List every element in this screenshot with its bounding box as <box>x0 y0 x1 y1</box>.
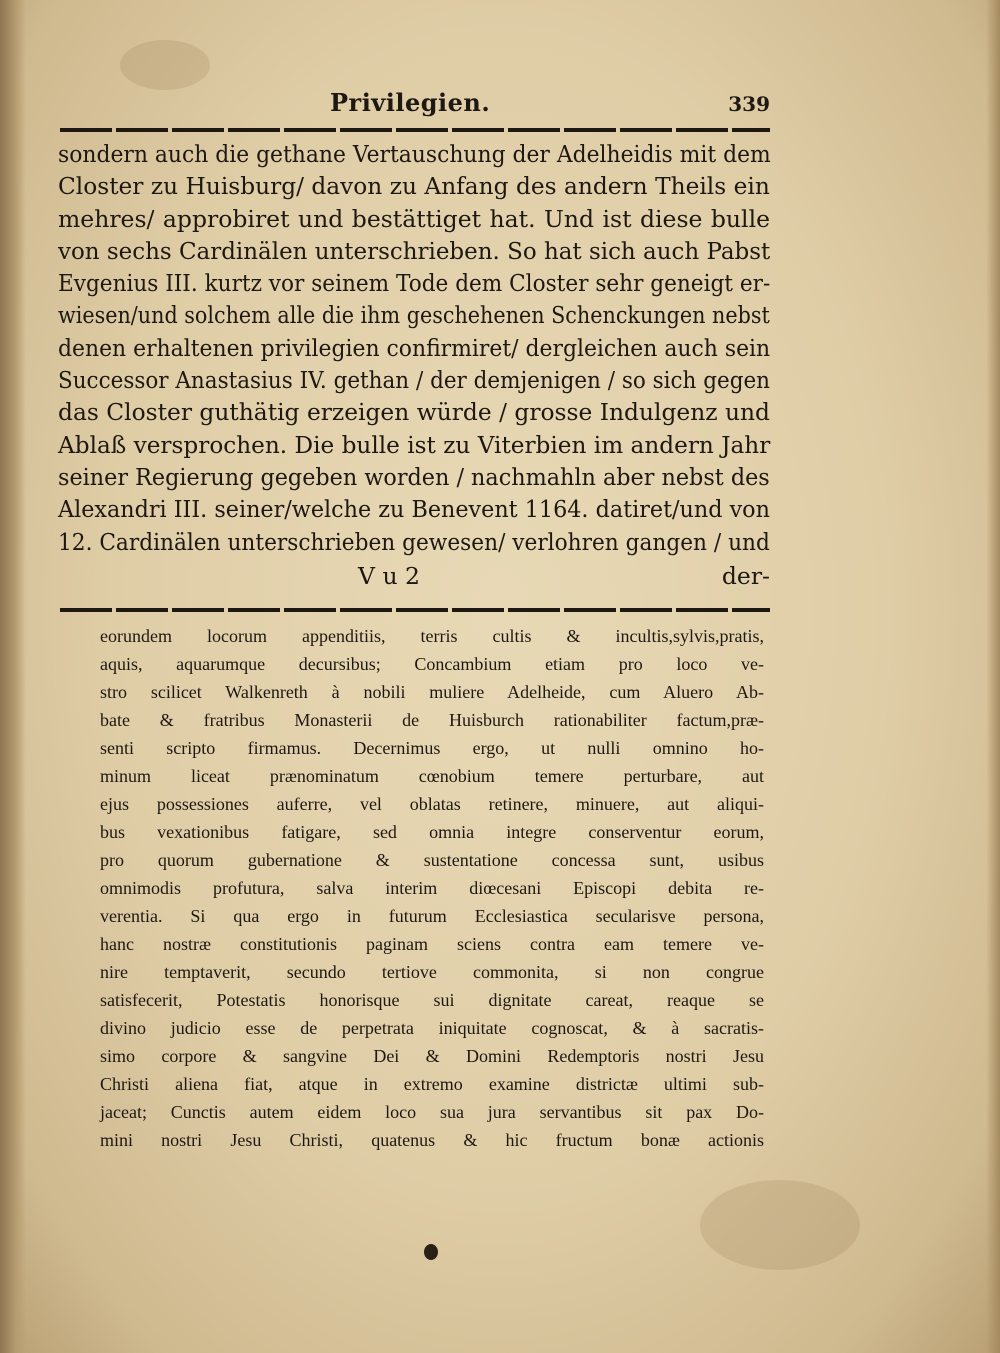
latin-line: aquis, aquarumque decursibus; Concambium etiam pro loco ve- <box>100 654 764 674</box>
main-text-block <box>58 138 770 558</box>
latin-line: stro scilicet Walkenreth à nobili muliere Adelheide, cum Aluero Ab- <box>100 682 764 702</box>
text-line: sondern auch die gethane Vertauschung der Adelheidis mit dem <box>58 140 771 168</box>
running-title: Privilegien. <box>330 88 491 117</box>
text-line: Alexandri III. seiner/welche zu Benevent 1164. datiret/und von <box>58 495 770 524</box>
running-header <box>60 82 770 126</box>
paper-stain <box>700 1180 860 1270</box>
section-rule <box>60 608 770 612</box>
latin-document-block <box>100 622 764 1154</box>
latin-line: hanc nostræ constitutionis paginam sciens contra eam temere ve- <box>100 934 764 954</box>
text-line: seiner Regierung gegeben worden / nachmahln aber nebst des <box>58 462 770 491</box>
text-line: das Closter guthätig erzeigen würde / grosse Indulgenz und <box>58 398 770 427</box>
signature-line <box>58 562 770 594</box>
latin-line: minum liceat prænominatum cœnobium temere perturbare, aut <box>100 766 764 786</box>
header-rule <box>60 128 770 132</box>
latin-line: verentia. Si qua ergo in futurum Ecclesiastica secularisve persona, <box>100 906 764 926</box>
latin-line: omnimodis profutura, salva interim diœcesani Episcopi debita re- <box>100 878 764 898</box>
text-line: Closter zu Huisburg/ davon zu Anfang des andern Theils ein <box>58 172 770 201</box>
latin-line: Christi aliena fiat, atque in extremo examine districtæ ultimi sub- <box>100 1074 764 1094</box>
latin-line: divino judicio esse de perpetrata iniquitate cognoscat, & à sacratis- <box>100 1018 764 1038</box>
text-line: Ablaß versprochen. Die bulle ist zu Viterbien im andern Jahr <box>58 430 771 459</box>
latin-line: jaceat; Cunctis autem eidem loco sua jura servantibus sit pax Do- <box>100 1102 764 1122</box>
text-line: mehres/ approbiret und bestättiget hat. Und ist diese bulle <box>58 204 770 233</box>
latin-line: bate & fratribus Monasterii de Huisburch rationabiliter factum,præ- <box>100 710 764 730</box>
latin-line: nire temptaverit, secundo tertiove commonita, si non congrue <box>100 962 764 982</box>
text-line: von sechs Cardinälen unterschrieben. So hat sich auch Pabst <box>58 236 771 265</box>
latin-line: simo corpore & sangvine Dei & Domini Redemptoris nostri Jesu <box>100 1046 764 1066</box>
ink-blot <box>424 1244 438 1260</box>
latin-line: eorundem locorum appenditiis, terris cultis & incultis,sylvis,pratis, <box>100 626 764 646</box>
latin-line: mini nostri Jesu Christi, quatenus & hic fructum bonæ actionis <box>100 1130 764 1150</box>
text-line: wiesen/und solchem alle die ihm geschehenen Schenckungen nebst <box>58 301 770 330</box>
text-line: denen erhaltenen privilegien confirmiret/ dergleichen auch sein <box>58 333 771 362</box>
page-number: 339 <box>728 92 770 116</box>
latin-line: senti scripto firmamus. Decernimus ergo, ut nulli omnino ho- <box>100 738 764 758</box>
page-binding-shadow <box>0 0 26 1353</box>
text-line: Successor Anastasius IV. gethan / der demjenigen / so sich gegen <box>58 366 771 395</box>
latin-line: bus vexationibus fatigare, sed omnia integre conserventur eorum, <box>100 822 764 842</box>
latin-line: ejus possessiones auferre, vel oblatas retinere, minuere, aut aliqui- <box>100 794 764 814</box>
text-line: Evgenius III. kurtz vor seinem Tode dem Closter sehr geneigt er- <box>58 269 771 298</box>
latin-line: pro quorum gubernatione & sustentatione concessa sunt, usibus <box>100 850 764 870</box>
latin-line: satisfecerit, Potestatis honorisque sui dignitate careat, reaque se <box>100 990 764 1010</box>
page-edge-shadow <box>986 0 1000 1353</box>
text-line: 12. Cardinälen unterschrieben gewesen/ verlohren gangen / und <box>58 527 770 556</box>
signature-mark: V u 2 <box>358 562 420 590</box>
catchword: der- <box>721 562 770 590</box>
